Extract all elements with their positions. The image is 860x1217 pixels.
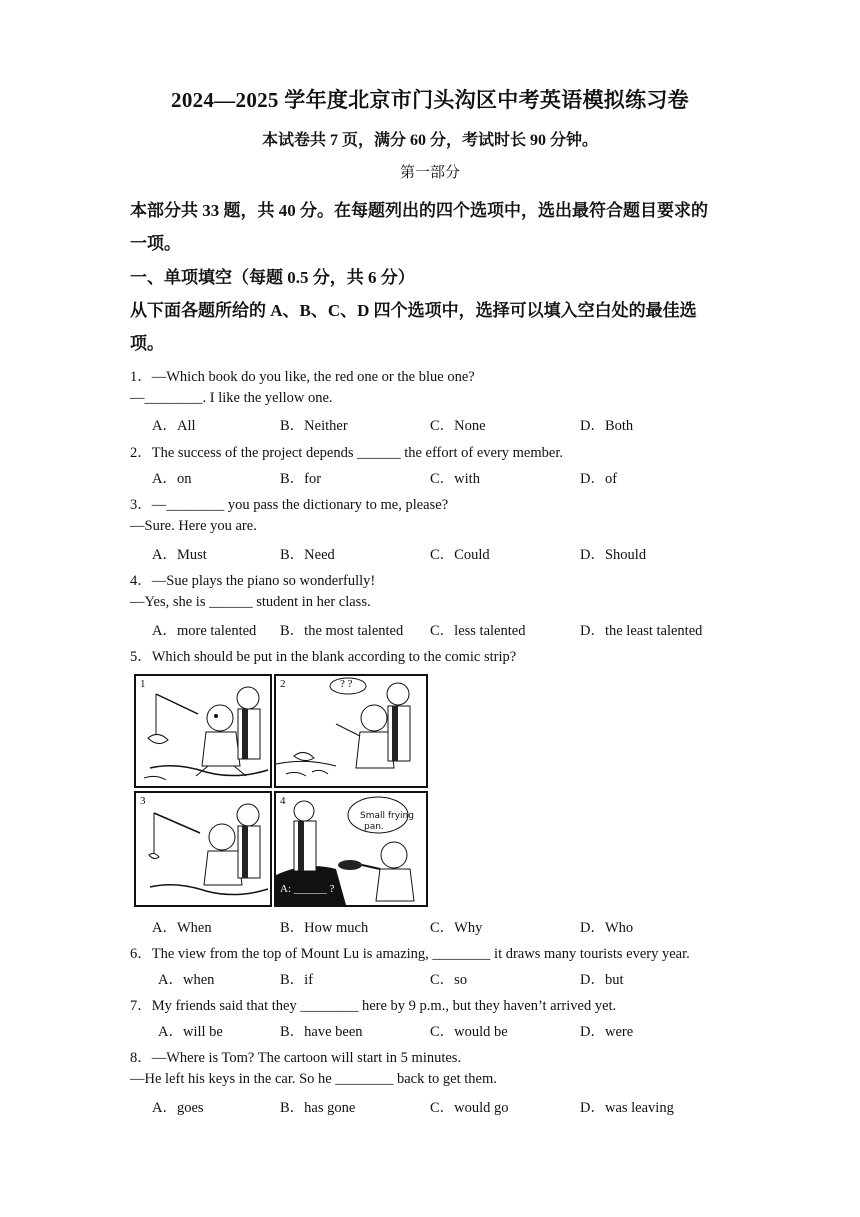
q2-option-d[interactable]: D．of <box>580 471 618 487</box>
section-heading: 一、单项填空（每题 0.5 分，共 6 分） <box>130 268 415 287</box>
q4-option-a[interactable]: A．more talented <box>152 623 257 639</box>
bubble-text-line-2: pan. <box>364 822 384 832</box>
question-7-stem: 7．My friends said that they ________ here by 9 p.m., but they haven’t arrived yet. <box>130 998 617 1014</box>
q7-option-c[interactable]: C．would be <box>430 1024 508 1040</box>
fishing-again-illustration <box>136 793 270 905</box>
q5-option-a[interactable]: A．When <box>152 920 212 936</box>
question-8-reply: —He left his keys in the car. So he ________ back to get them. <box>130 1071 497 1087</box>
panel-number: 3 <box>140 795 146 807</box>
q6-option-a[interactable]: A．when <box>158 972 215 988</box>
question-1-stem: 1．—Which book do you like, the red one or the blue one? <box>130 369 475 385</box>
man-throwing-fish-illustration <box>276 676 426 786</box>
page-title: 2024—2025 学年度北京市门头沟区中考英语模拟练习卷 <box>171 88 689 112</box>
q5-option-d[interactable]: D．Who <box>580 920 634 936</box>
comic-panel-3 <box>134 791 272 907</box>
q7-option-a[interactable]: A．will be <box>158 1024 223 1040</box>
q1-option-c[interactable]: C．None <box>430 418 486 434</box>
q8-option-d[interactable]: D．was leaving <box>580 1100 674 1116</box>
q5-option-c[interactable]: C．Why <box>430 920 483 936</box>
question-1-reply: —________. I like the yellow one. <box>130 390 333 406</box>
q4-option-c[interactable]: C．less talented <box>430 623 526 639</box>
part-heading: 第一部分 <box>399 165 460 181</box>
q6-option-b[interactable]: B．if <box>280 972 314 988</box>
q6-option-c[interactable]: C．so <box>430 972 468 988</box>
intro-line-1: 本部分共 33 题，共 40 分。在每题列出的四个选项中，选出最符合题目要求的 <box>130 201 708 220</box>
q2-option-a[interactable]: A．on <box>152 471 192 487</box>
q3-option-a[interactable]: A．Must <box>152 547 207 563</box>
intro-line-2: 一项。 <box>130 234 181 253</box>
panel-number: 2 <box>280 678 286 690</box>
q7-option-d[interactable]: D．were <box>580 1024 634 1040</box>
q1-option-a[interactable]: A．All <box>152 418 196 434</box>
q5-option-b[interactable]: B．How much <box>280 920 369 936</box>
q8-option-c[interactable]: C．would go <box>430 1100 509 1116</box>
question-5-stem: 5．Which should be put in the blank according to the comic strip? <box>130 649 517 665</box>
q8-option-a[interactable]: A．goes <box>152 1100 204 1116</box>
question-4-reply: —Yes, she is ______ student in her class. <box>130 594 371 610</box>
question-6-stem: 6．The view from the top of Mount Lu is amazing, ________ it draws many tourists every year. <box>130 946 690 962</box>
q2-option-c[interactable]: C．with <box>430 471 480 487</box>
q2-option-b[interactable]: B．for <box>280 471 322 487</box>
fishing-man-illustration <box>136 676 270 786</box>
comic-panel-1 <box>134 674 272 788</box>
q1-option-d[interactable]: D．Both <box>580 418 634 434</box>
comic-caption: A: ______ ? <box>280 883 335 895</box>
q6-option-d[interactable]: D．but <box>580 972 624 988</box>
q3-option-c[interactable]: C．Could <box>430 547 490 563</box>
question-3-stem: 3．—________ you pass the dictionary to me, please? <box>130 497 449 513</box>
q4-option-d[interactable]: D．the least talented <box>580 623 703 639</box>
q7-option-b[interactable]: B．have been <box>280 1024 363 1040</box>
section-instruction-1: 从下面各题所给的 A、B、C、D 四个选项中，选择可以填入空白处的最佳选 <box>130 301 697 320</box>
panel-number: 4 <box>280 795 286 807</box>
question-8-stem: 8．—Where is Tom? The cartoon will start in 5 minutes. <box>130 1050 462 1066</box>
question-marks-bubble: ? ? <box>340 678 353 690</box>
q3-option-b[interactable]: B．Need <box>280 547 335 563</box>
q8-option-b[interactable]: B．has gone <box>280 1100 356 1116</box>
bubble-text-line-1: Small frying <box>360 811 414 821</box>
question-4-stem: 4．—Sue plays the piano so wonderfully! <box>130 573 376 589</box>
q4-option-b[interactable]: B．the most talented <box>280 623 404 639</box>
comic-panel-2 <box>274 674 428 788</box>
exam-info: 本试卷共 7 页，满分 60 分，考试时长 90 分钟。 <box>261 132 598 149</box>
question-2-stem: 2．The success of the project depends ______ the effort of every member. <box>130 445 563 461</box>
comic-panel-4 <box>274 791 428 907</box>
panel-number: 1 <box>140 678 146 690</box>
q3-option-d[interactable]: D．Should <box>580 547 647 563</box>
q1-option-b[interactable]: B．Neither <box>280 418 348 434</box>
question-3-reply: —Sure. Here you are. <box>130 518 257 534</box>
section-instruction-2: 项。 <box>130 334 164 353</box>
